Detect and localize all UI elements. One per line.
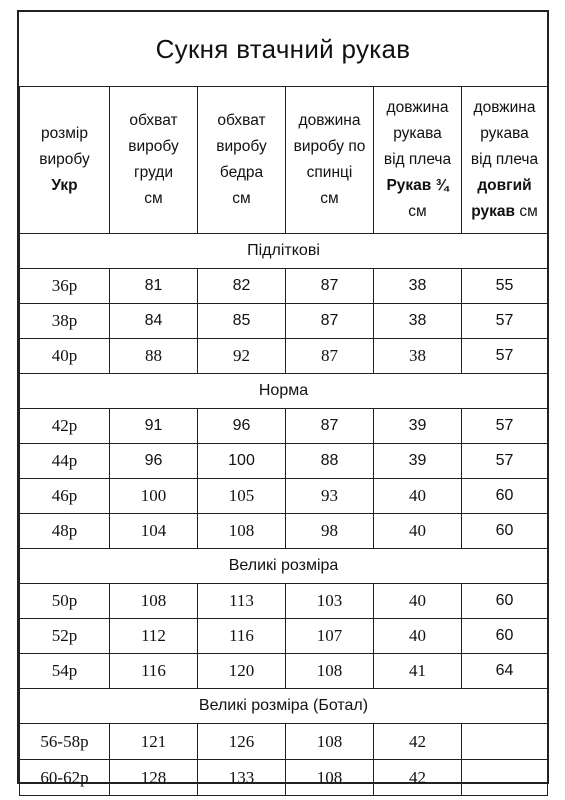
cell-sleeve-three-quarter: 42 bbox=[374, 760, 462, 796]
cell-size: 60-62р bbox=[20, 760, 110, 796]
page-title: Сукня втачний рукав bbox=[155, 33, 411, 64]
section-label: Великі розміра bbox=[20, 549, 548, 584]
header-row bbox=[20, 87, 548, 234]
cell-size: 44р bbox=[20, 444, 110, 479]
cell-size: 38р bbox=[20, 304, 110, 339]
cell-size: 40р bbox=[20, 339, 110, 374]
cell-hips: 82 bbox=[198, 269, 286, 304]
cell-chest: 121 bbox=[110, 724, 198, 760]
cell-sleeve-long: 57 bbox=[462, 444, 548, 479]
section-label: Норма bbox=[20, 374, 548, 409]
size-table bbox=[19, 86, 548, 796]
header-back-length: довжина виробу по спинці см bbox=[286, 87, 374, 234]
cell-back-length: 87 bbox=[286, 409, 374, 444]
header-size: розмір виробу Укр bbox=[20, 87, 110, 234]
cell-size: 50р bbox=[20, 584, 110, 619]
cell-size: 42р bbox=[20, 409, 110, 444]
table-row bbox=[20, 304, 548, 339]
table-row bbox=[20, 724, 548, 760]
cell-back-length: 88 bbox=[286, 444, 374, 479]
cell-hips: 116 bbox=[198, 619, 286, 654]
cell-hips: 105 bbox=[198, 479, 286, 514]
cell-sleeve-three-quarter: 38 bbox=[374, 269, 462, 304]
table-row bbox=[20, 584, 548, 619]
cell-hips: 85 bbox=[198, 304, 286, 339]
table-row bbox=[20, 619, 548, 654]
cell-size: 48р bbox=[20, 514, 110, 549]
table-row bbox=[20, 444, 548, 479]
table-row bbox=[20, 654, 548, 689]
cell-sleeve-long bbox=[462, 724, 548, 760]
header-sleeve-long: довжина рукава від плеча довгий рукав см bbox=[462, 87, 548, 234]
table-row bbox=[20, 269, 548, 304]
cell-sleeve-three-quarter: 38 bbox=[374, 339, 462, 374]
cell-chest: 91 bbox=[110, 409, 198, 444]
header-hips: обхват виробу бедра см bbox=[198, 87, 286, 234]
cell-hips: 108 bbox=[198, 514, 286, 549]
cell-size: 56-58р bbox=[20, 724, 110, 760]
cell-back-length: 87 bbox=[286, 339, 374, 374]
cell-back-length: 87 bbox=[286, 304, 374, 339]
section-row bbox=[20, 234, 548, 269]
cell-hips: 100 bbox=[198, 444, 286, 479]
table-body bbox=[20, 234, 548, 796]
cell-sleeve-three-quarter: 40 bbox=[374, 479, 462, 514]
cell-hips: 92 bbox=[198, 339, 286, 374]
cell-hips: 133 bbox=[198, 760, 286, 796]
cell-sleeve-three-quarter: 38 bbox=[374, 304, 462, 339]
cell-chest: 104 bbox=[110, 514, 198, 549]
cell-chest: 128 bbox=[110, 760, 198, 796]
cell-hips: 126 bbox=[198, 724, 286, 760]
cell-sleeve-long: 60 bbox=[462, 479, 548, 514]
cell-sleeve-long: 57 bbox=[462, 409, 548, 444]
cell-back-length: 108 bbox=[286, 654, 374, 689]
cell-back-length: 103 bbox=[286, 584, 374, 619]
cell-sleeve-three-quarter: 40 bbox=[374, 619, 462, 654]
cell-back-length: 108 bbox=[286, 760, 374, 796]
cell-sleeve-three-quarter: 40 bbox=[374, 584, 462, 619]
cell-hips: 120 bbox=[198, 654, 286, 689]
cell-sleeve-long: 60 bbox=[462, 584, 548, 619]
cell-chest: 112 bbox=[110, 619, 198, 654]
table-row bbox=[20, 514, 548, 549]
section-row bbox=[20, 689, 548, 724]
cell-chest: 84 bbox=[110, 304, 198, 339]
cell-sleeve-long: 60 bbox=[462, 619, 548, 654]
header-sleeve-three-quarter: довжина рукава від плеча Рукав ¾ см bbox=[374, 87, 462, 234]
table-row bbox=[20, 479, 548, 514]
cell-back-length: 87 bbox=[286, 269, 374, 304]
cell-chest: 96 bbox=[110, 444, 198, 479]
cell-sleeve-long: 64 bbox=[462, 654, 548, 689]
section-label: Підліткові bbox=[20, 234, 548, 269]
cell-sleeve-long: 57 bbox=[462, 304, 548, 339]
cell-back-length: 98 bbox=[286, 514, 374, 549]
cell-sleeve-three-quarter: 40 bbox=[374, 514, 462, 549]
cell-sleeve-long: 55 bbox=[462, 269, 548, 304]
table-row bbox=[20, 760, 548, 796]
cell-hips: 96 bbox=[198, 409, 286, 444]
table-row bbox=[20, 409, 548, 444]
cell-sleeve-long: 57 bbox=[462, 339, 548, 374]
cell-chest: 100 bbox=[110, 479, 198, 514]
header-chest: обхват виробу груди см bbox=[110, 87, 198, 234]
cell-size: 36р bbox=[20, 269, 110, 304]
cell-size: 54р bbox=[20, 654, 110, 689]
section-row bbox=[20, 374, 548, 409]
cell-back-length: 108 bbox=[286, 724, 374, 760]
cell-sleeve-three-quarter: 39 bbox=[374, 444, 462, 479]
section-row bbox=[20, 549, 548, 584]
cell-chest: 88 bbox=[110, 339, 198, 374]
cell-chest: 108 bbox=[110, 584, 198, 619]
cell-back-length: 93 bbox=[286, 479, 374, 514]
section-label: Великі розміра (Ботал) bbox=[20, 689, 548, 724]
table-row bbox=[20, 339, 548, 374]
cell-hips: 113 bbox=[198, 584, 286, 619]
cell-back-length: 107 bbox=[286, 619, 374, 654]
cell-sleeve-three-quarter: 39 bbox=[374, 409, 462, 444]
cell-size: 46р bbox=[20, 479, 110, 514]
cell-sleeve-three-quarter: 42 bbox=[374, 724, 462, 760]
cell-size: 52р bbox=[20, 619, 110, 654]
cell-sleeve-long: 60 bbox=[462, 514, 548, 549]
cell-sleeve-three-quarter: 41 bbox=[374, 654, 462, 689]
cell-sleeve-long bbox=[462, 760, 548, 796]
cell-chest: 81 bbox=[110, 269, 198, 304]
cell-chest: 116 bbox=[110, 654, 198, 689]
